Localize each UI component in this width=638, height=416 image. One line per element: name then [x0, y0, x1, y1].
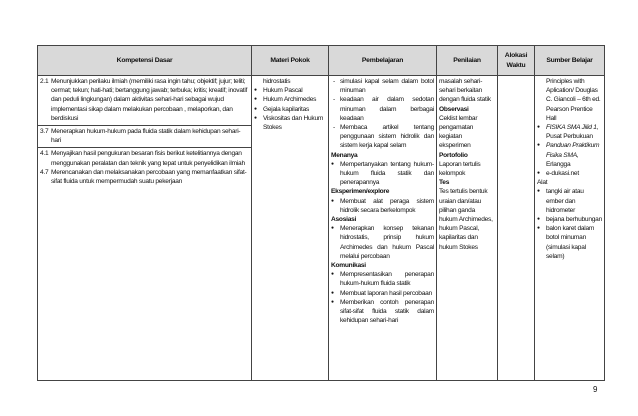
list-item: ● Hukum Pascal — [254, 86, 326, 95]
list-item: ● Mempertanyakan tentang hukum-hukum fluida statik dan penerapannya — [331, 160, 434, 188]
list-item: ● Membuat laporan hasil percobaan — [331, 289, 434, 298]
section-heading: Menanya — [331, 151, 358, 159]
asosiasi-list — [331, 224, 434, 261]
list-item: - simulasi kapal selam dalam botol minuman — [331, 77, 434, 95]
list-item: ● tangki air atau ember dan hidrometer — [537, 187, 602, 215]
sumber-intro: Principles with Aplication/ Douglas C. Giancoli – 6th ed. Pearson Prentice Hall — [546, 78, 601, 122]
penilaian-observasi: Ceklist lembar pengamatan kegiatan eksperimen — [439, 114, 478, 150]
lesson-plan-table — [37, 45, 605, 381]
book-title: FISIKA SMA Jilid 1, — [546, 124, 599, 132]
alokasi-cell — [498, 76, 535, 381]
kd-item: 2.1 Menunjukkan perilaku ilmiah (memiliki rasa ingin tahu; objektif; jujur; teliti; cermat; tekun; hati-hati; bertanggung jawab; terbuka; kritis; kreatif; inovatif dan peduli lingkungan) dalam aktivitas sehari-hari sebagai wujud implementasi sikap dalam melakukan percobaan , melaporkan, dan berdiskusi — [40, 78, 248, 122]
list-item: ● Gejala kapilaritas — [254, 105, 326, 114]
list-item: - keadaan air dalam sedotan minuman dalam berbagai keadaan — [331, 95, 434, 123]
sumber-cell — [535, 76, 605, 381]
menanya-list — [331, 160, 434, 188]
page-number: 9 — [593, 385, 598, 394]
list-item: ● Membuat alat peraga sistem hidrolik secara berkelompok — [331, 197, 434, 215]
section-heading: Tes — [439, 179, 450, 187]
header-row — [38, 46, 605, 76]
list-item: ● Menerapkan konsep tekanan hidrostatis, prinsip hukum Archimedes dan hukum Pascal melalui percobaan — [331, 224, 434, 261]
book-title: Panduan Praktikum Fisika SMA, — [546, 142, 600, 159]
kd-cell — [38, 76, 252, 381]
section-heading: Asosiasi — [331, 216, 357, 224]
book-publisher: Pusat Perbukuan — [546, 133, 593, 141]
section-heading: Komunikasi — [331, 262, 366, 270]
kd-item: 4.7 Merencanakan dan melaksanakan percobaan yang memanfaatkan sifat-sifat fluida untuk mempermudah suatu pekerjaan — [40, 168, 247, 186]
header-penilaian: Penilaian — [437, 46, 498, 76]
list-item: ● Viskositas dan Hukum Stokes — [254, 114, 326, 132]
book-publisher: Erlangga — [546, 160, 571, 168]
list-item — [537, 141, 602, 169]
penilaian-cell — [437, 76, 498, 381]
alat-list — [537, 187, 602, 261]
section-heading: Portofolio — [439, 151, 468, 159]
list-item: ● Hukum Archimedes — [254, 95, 326, 104]
header-sumber-belajar: Sumber Belajar — [535, 46, 605, 76]
list-item: ● bejana berhubungan — [537, 215, 602, 224]
section-heading: Eksperimen/explore — [331, 188, 390, 196]
pembelajaran-cell — [329, 76, 437, 381]
content-row — [38, 76, 605, 381]
penilaian-portofolio: Laporan tertulis kelompok — [439, 160, 481, 178]
kd-item: 3.7 Menerapkan hukum-hukum pada fluida statik dalam kehidupan sehari-hari — [40, 128, 241, 145]
alat-label: Alat — [537, 179, 548, 187]
komunikasi-list — [331, 270, 434, 325]
materi-first: hidrostatis — [263, 78, 291, 85]
section-heading: Observasi — [439, 105, 469, 113]
list-item: ● Memberikan contoh penerapan sifat-sifat fluida statik dalam kehidupan sehari-hari — [331, 298, 434, 326]
list-item: - Membaca artikel tentang penggunaan sistem hidrolik dan sistem kerja kapal selam — [331, 123, 434, 151]
materi-cell — [252, 76, 329, 381]
pembelajaran-top-list — [331, 77, 434, 151]
header-alokasi-waktu: Alokasi Waktu — [498, 46, 535, 76]
penilaian-intro: masalah sehari-sehari berkaitan dengan fluida statik — [439, 78, 491, 104]
materi-list — [254, 86, 326, 132]
header-materi-pokok: Materi Pokok — [252, 46, 329, 76]
sumber-list — [537, 123, 602, 178]
header-pembelajaran: Pembelajaran — [329, 46, 437, 76]
list-item: ● balon karet dalam botol minuman (simulasi kapal selam) — [537, 224, 602, 261]
penilaian-tes: Tes tertulis bentuk uraian dan/atau pilihan ganda hukum Archimedes, hukum Pascal, kapilaritas dan hukum Stokes — [439, 188, 493, 251]
list-item: ● e-dukasi.net — [537, 169, 602, 178]
list-item — [537, 123, 602, 141]
list-item: ● Mempresentasikan penerapan hukum-hukum fluida statik — [331, 270, 434, 288]
header-kompetensi-dasar: Kompetensi Dasar — [38, 46, 252, 76]
kd-item: 4.1 Menyajikan hasil pengukuran besaran fisis berikut ketelitiannya dengan menggunakan peralatan dan teknik yang tepat untuk penyelidikan ilmiah — [40, 150, 245, 167]
eksperimen-list — [331, 197, 434, 215]
